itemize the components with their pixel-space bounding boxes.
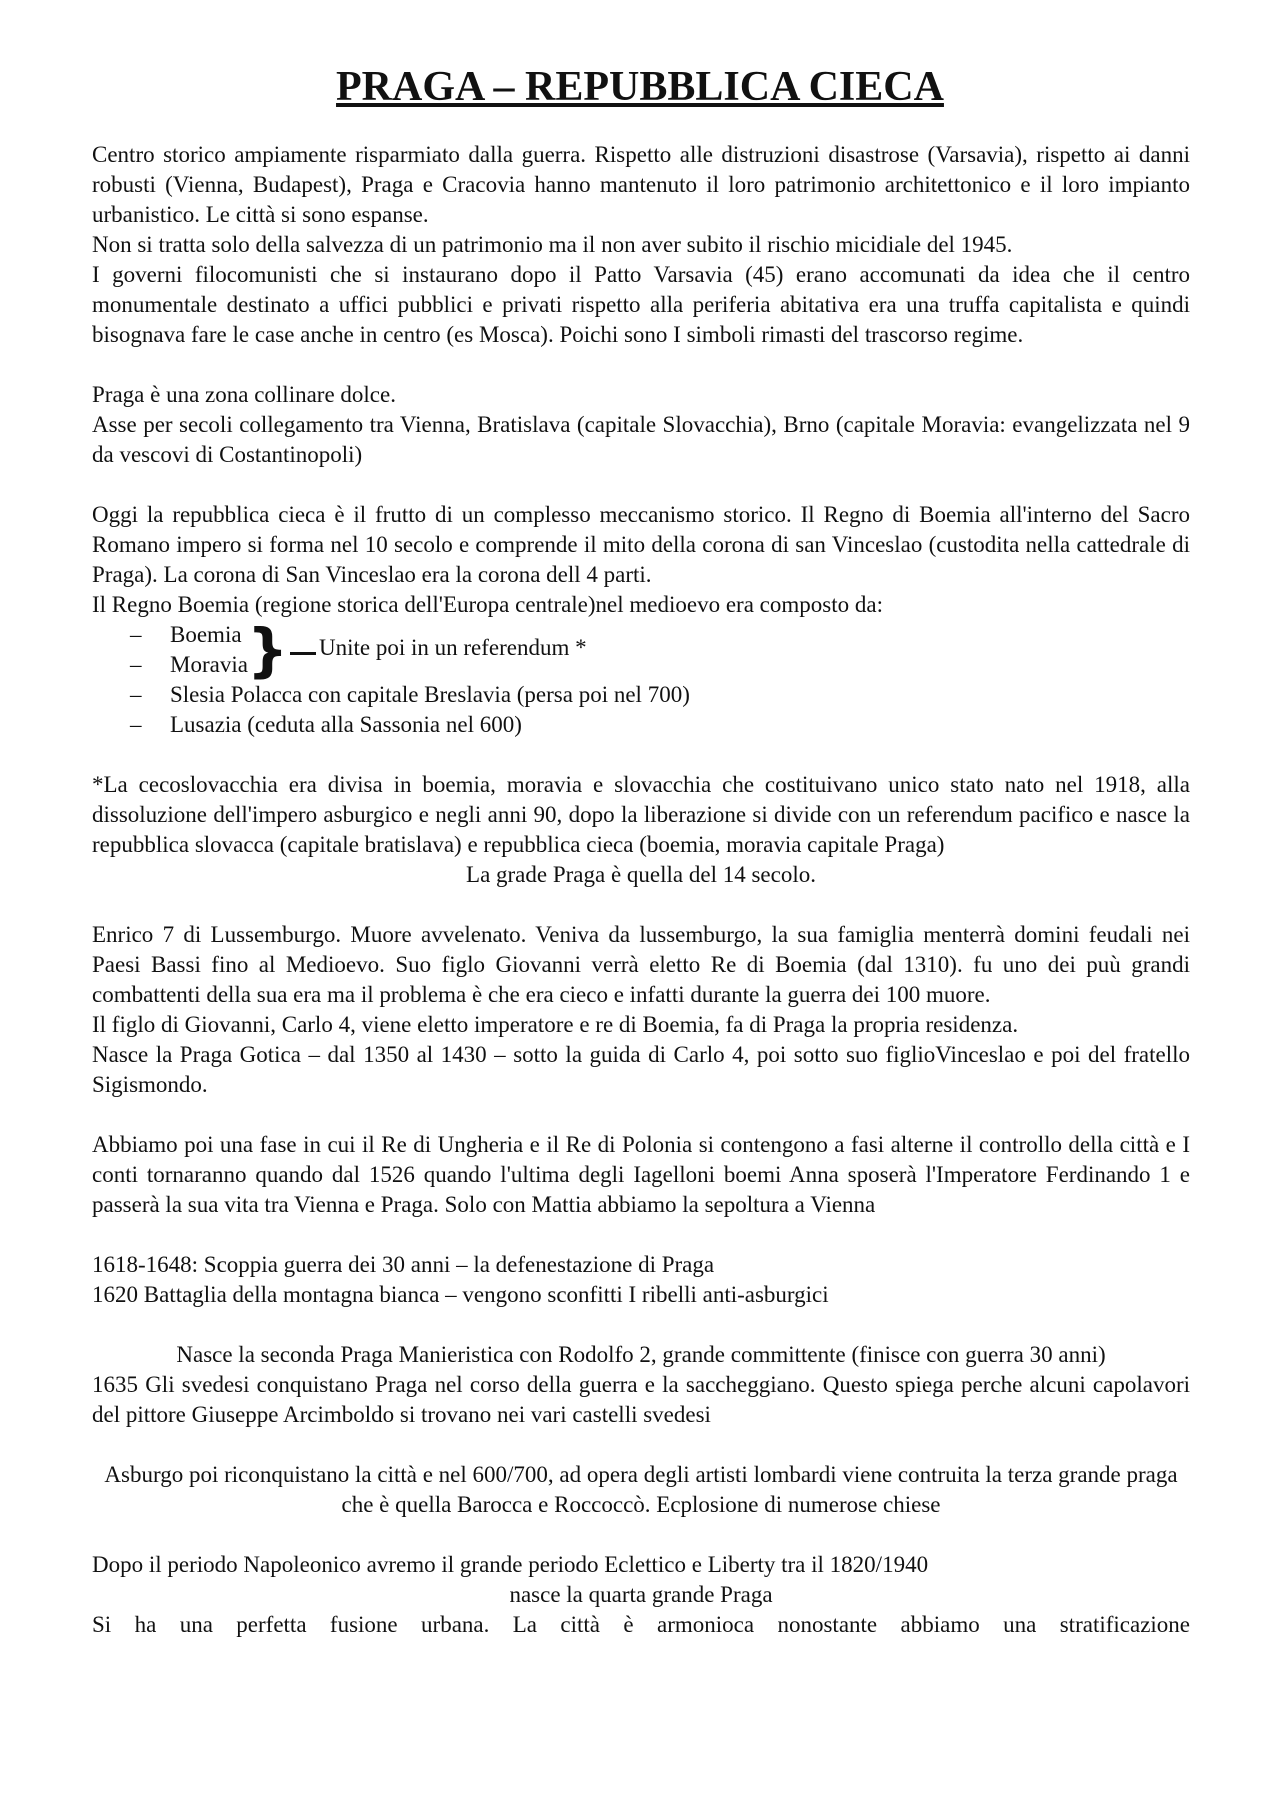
paragraph-fusione-urbana: Si ha una perfetta fusione urbana. La città è armonioca nonostante abbiamo una stratificazione [92, 1612, 1190, 1637]
list-item-text: Boemia [170, 622, 242, 647]
paragraph-napoleonico: Dopo il periodo Napoleonico avremo il grande periodo Eclettico e Liberty tra il 1820/1940 [92, 1552, 929, 1577]
list-item-text: Moravia [170, 652, 248, 677]
paragraph-praga-gotica: Nasce la Praga Gotica – dal 1350 al 1430 – sotto la guida di Carlo 4, poi sotto suo figlioVinceslao e poi del fratello Sigismondo. [92, 1042, 1190, 1097]
paragraph-governi: I governi filocomunisti che si instaurano dopo il Patto Varsavia (45) erano accomunati da idea che il centro monumentale destinato a uffici pubblici e privati rispetto alla periferia abitativa era una truffa capitalista e quindi bisognava fare le case anche in centro (es Mosca). Poichi sono I simboli rimasti del trascorso regime. [92, 262, 1190, 347]
brace-icon: } [247, 616, 289, 684]
paragraph-guerra-30-anni: 1618-1648: Scoppia guerra dei 30 anni – la defenestazione di Praga [92, 1252, 715, 1277]
paragraph-barocca: Asburgo poi riconquistano la città e nel 600/700, ad opera degli artisti lombardi viene contruita la terza grande praga che è quella Barocca e Roccoccò. Ecplosione di numerose chiese [104, 1462, 1178, 1517]
page-title: PRAGA – REPUBBLICA CIECA [336, 64, 944, 110]
paragraph-centro-storico: Centro storico ampiamente risparmiato dalla guerra. Rispetto alle distruzioni disastrose (Varsavia), rispetto ai danni robusti (Vienna, Budapest), Praga e Cracovia hanno mantenuto il loro patrimonio architettonico e il loro impianto urbanistico. Le città si sono espanse. [92, 142, 1190, 227]
list-item-text: Lusazia (ceduta alla Sassonia nel 600) [170, 712, 522, 737]
brace-note: Unite poi in un referendum * [319, 635, 587, 660]
paragraph-grande-praga: La grade Praga è quella del 14 secolo. [466, 862, 816, 887]
paragraph-regno-boemia: Il Regno Boemia (regione storica dell'Europa centrale)nel medioevo era composto da: [92, 592, 883, 617]
list-item-text: Slesia Polacca con capitale Breslavia (persa poi nel 700) [170, 682, 690, 707]
paragraph-repubblica-cieca: Oggi la repubblica cieca è il frutto di un complesso meccanismo storico. Il Regno di Boemia all'interno del Sacro Romano impero si forma nel 10 secolo e comprende il mito della corona di san Vinceslao (custodita nella cattedrale di Praga). La corona di San Vinceslao era la corona dell 4 parti. [92, 502, 1190, 587]
list-item [92, 710, 1190, 740]
paragraph-ungheria-polonia: Abbiamo poi una fase in cui il Re di Ungheria e il Re di Polonia si contengono a fasi alterne il controllo della città e I conti tornaranno quando dal 1526 quando l'ultima degli Iagelloni boemi Anna sposerà l'Imperatore Ferdinando 1 e passerà la sua vita tra Vienna e Praga. Solo con Mattia abbiamo la sepoltura a Vienna [92, 1132, 1190, 1217]
brace-connector [290, 652, 316, 655]
paragraph-asse: Asse per secoli collegamento tra Vienna, Bratislava (capitale Slovacchia), Brno (capitale Moravia: evangelizzata nel 9 da vescovi di Costantinopoli) [92, 412, 1190, 467]
regions-list [92, 616, 1190, 740]
paragraph-salvezza: Non si tratta solo della salvezza di un patrimonio ma il non aver subito il rischio micidiale del 1945. [92, 232, 1013, 257]
paragraph-svedesi: 1635 Gli svedesi conquistano Praga nel corso della guerra e la saccheggiano. Questo spiega perche alcuni capolavori del pittore Giuseppe Arcimboldo si trovano nei vari castelli svedesi [92, 1372, 1190, 1427]
list-bullet: – [130, 652, 142, 677]
document-body [92, 140, 1190, 1640]
list-bullet: – [130, 682, 142, 707]
paragraph-carlo: Il figlo di Giovanni, Carlo 4, viene eletto imperatore e re di Boemia, fa di Praga la propria residenza. [92, 1012, 1019, 1037]
paragraph-zona-collinare: Praga è una zona collinare dolce. [92, 382, 396, 407]
list-bullet: – [130, 712, 142, 737]
paragraph-enrico: Enrico 7 di Lussemburgo. Muore avvelenato. Veniva da lussemburgo, la sua famiglia menterrà domini feudali nei Paesi Bassi fino al Medioevo. Suo figlo Giovanni verrà eletto Re di Boemia (dal 1310). fu uno dei puù grandi combattenti della sua era ma il problema è che era cieco e infatti durante la guerra dei 100 muore. [92, 922, 1190, 1007]
paragraph-montagna-bianca: 1620 Battaglia della montagna bianca – vengono sconfitti I ribelli anti-asburgici [92, 1282, 829, 1307]
paragraph-praga-manieristica: Nasce la seconda Praga Manieristica con Rodolfo 2, grande committente (finisce con guerra 30 anni) [176, 1342, 1106, 1367]
list-bullet: – [130, 622, 142, 647]
list-item [92, 680, 1190, 710]
paragraph-cecoslovacchia: *La cecoslovacchia era divisa in boemia, moravia e slovacchia che costituivano unico stato nato nel 1918, alla dissoluzione dell'impero asburgico e negli anni 90, dopo la liberazione si divide con un referendum pacifico e nasce la repubblica slovacca (capitale bratislava) e repubblica cieca (boemia, moravia capitale Praga) [92, 772, 1190, 857]
paragraph-quarta-praga: nasce la quarta grande Praga [509, 1582, 773, 1607]
